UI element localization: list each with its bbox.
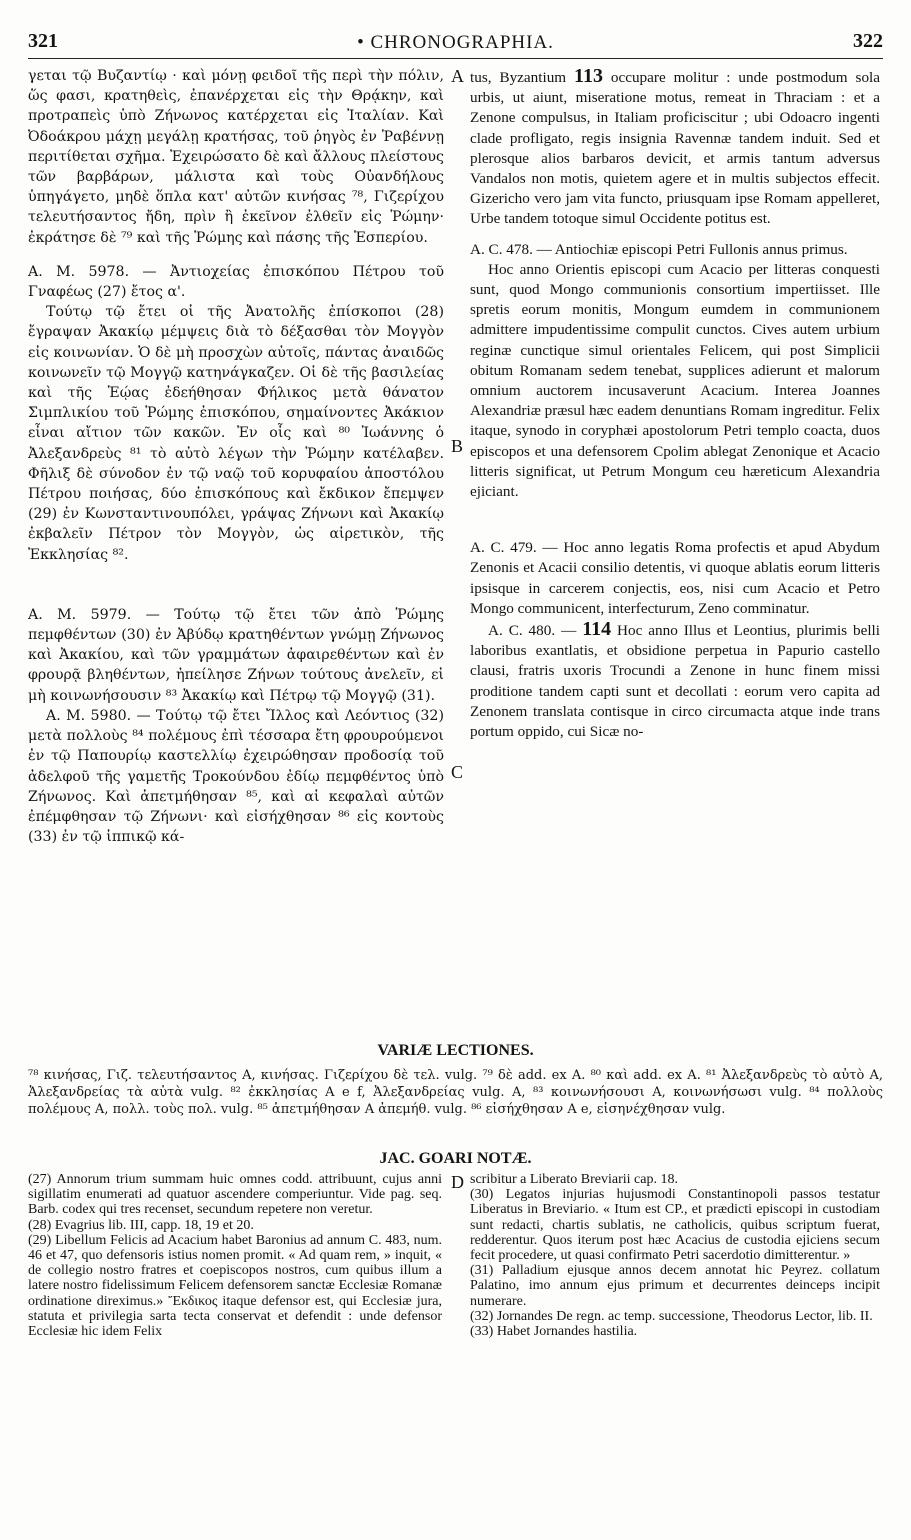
margin-mark-a: A [451,66,464,86]
greek-column [28,66,444,847]
footnote: scribitur a Liberato Breviarii cap. 18. [470,1172,678,1187]
page-number-left: 321 [28,30,58,52]
footnote: (32) Jornandes De regn. ac temp. successione, Theodorus Lector, lib. II. [470,1308,873,1324]
variae-lectiones-text: ⁷⁸ κινήσας, Γιζ. τελευτήσαντος A, κινήσας. Γιζερίχου δὲ τελ. vulg. ⁷⁹ δὲ add. ex A. ⁸⁰ καὶ add. ex A. ⁸¹ Ἀλεξανδρεὺς τὸ αὐτὸ A, Ἀλεξανδρείας τὰ αὐτὰ vulg. ⁸² ἐκκλησίας A e f, Ἀλεξανδρείας vulg. A, ⁸³ κοινωνήσουσι A, κοινωνήσωσι vulg. ⁸⁴ πολλοὺς πολέμους A, πολλ. τοὺς πολ. vulg. ⁸⁵ ἀπετμήθησαν A ἀπεμήθ. vulg. ⁸⁶ εἰσήχθησαν A e, εἰσηνέχθησαν vulg. [28,1068,883,1117]
notes-title: JAC. GOARI NOTÆ. [379,1150,532,1167]
latin-text: A. C. 480. — [488,622,577,640]
notes-left-column [28,1172,442,1339]
chapter-number: 113 [574,65,603,87]
greek-paragraph: A. M. 5980. — Τούτῳ τῷ ἔτει Ἴλλος καὶ Λεόντιος (32) μετὰ πολλοὺς ⁸⁴ πολέμους ἐπὶ τέσσαρα ἔτη φρουρούμενοι ἐν τῷ Παπουρίῳ καστελλίῳ ἐχειρώθησαν προδοσίᾳ τοῦ ἀδελφοῦ τῆς γαμετῆς Τροκούνδου ἐδίῳ πεμφθέντος ὑπὸ Ζήνωνος. Καὶ ἀπετμήθησαν ⁸⁵, καὶ αἱ κεφαλαὶ αὐτῶν ἐπέμφθησαν τῷ Ζήνωνι· καὶ εἰσήχθησαν ⁸⁶ εἰς κοντοὺς (33) ἐν τῷ ἱππικῷ κά- [28,707,444,846]
greek-paragraph: γεται τῷ Βυζαντίῳ · καὶ μόνῃ φειδοῖ τῆς περὶ τὴν πόλιν, ὥς φασι, κρατηθεὶς, ἐπανέρχεται εἰς τὴν Θρᾴκην, καὶ προτραπεὶς ὑπὸ Ζήνωνος κατέρχεται εἰς Ἰταλίαν. Καὶ Ὀδοάκρου μάχῃ μεγάλῃ κρατήσας, τοῦ ῥηγὸς ἐν Ῥαβέννῃ περιτίθεται σχῆμα. Ἐχειρώσατο δὲ καὶ ἄλλους πλείστους τῶν βαρβάρων, μάλιστα καὶ τοὺς Οὐανδήλους ὑπηγάγετο, μηδὲ ὅπλα κατ' αὐτῶν κινήσας ⁷⁸, Γιζερίχου τελευτήσαντος ἤδη, πρὶν ἢ ἐκεῖνον ἐλθεῖν εἰς Ῥώμην· ἐκράτησε δὲ ⁷⁹ καὶ τῆς Ῥώμης καὶ πάσης τῆς Ἑσπερίου. [28,68,444,246]
page-header [28,30,883,59]
margin-mark-c: C [451,762,464,782]
variae-lectiones-title: VARIÆ LECTIONES. [377,1042,534,1059]
footnote: (28) Evagrius lib. III, capp. 18, 19 et 20. [28,1217,254,1233]
footnote: (29) Libellum Felicis ad Acacium habet Baronius ad annum C. 483, num. 46 et 47, quo defensoris istius nomen promit. « Ad quam rem, » inquit, « de collegio nostro fratres et coepiscopos nostros, cum quibus illum a latere nostro fidelissimum Felicem defensorem sanctæ Ecclesiæ Romanæ ordinatione direximus.» Ἔκδικος itaque defensor est, qui Ecclesiæ jura, statuta et privilegia sarta tecta conservat et defendit : unde defensor Ecclesiæ hic idem Felix [28,1232,442,1340]
page-number-right: 322 [853,30,883,52]
running-title: • CHRONOGRAPHIA. [357,32,554,53]
footnote: (30) Legatos injurias hujusmodi Constantinopoli passos testatur Liberatus in Breviario. « Itum est CP., et prædicti episcopi in custodiam sunt redacti, chartis sublatis, ne catholicis, quibus scriptum fuerat, redderentur. Quos iterum post hæc Acacius de custodia ejiciens secum fecit procedere, ut quasi confirmato Petri sacerdotio dimitterentur. » [470,1187,880,1264]
latin-text: tus, Byzantium [470,69,567,86]
footnote: (31) Palladium ejusque annos decem annotat hic Peyrez. collatum Palatino, imo annum ejus primum et decurrentes deinceps incipit numerare. [470,1263,880,1309]
footnote: (27) Annorum trium summam huic omnes codd. attribuunt, cujus anni sigillatim enumerati ad quatuor ascendere comperiuntur. Vide pag. seq. Barb. codex qui tres recenset, secundum repetere non veretur. [28,1172,442,1218]
latin-section-heading: A. C. 478. — Antiochiæ episcopi Petri Fullonis annus primus. [470,240,848,258]
notes-right-column [470,1172,880,1339]
latin-paragraph: A. C. 479. — Hoc anno legatis Roma profectis et apud Abydum Zenonis et Acacii consilio detentis, vi quoque ablatis eorum litteris ipsisque in carcerem conjectis, eos, nisi cum Acacio et Petro Mongo communicent, interfecturum, Zeno comminatur. [470,539,880,617]
greek-section-heading: A. M. 5978. — Ἀντιοχείας ἐπισκόπου Πέτρου τοῦ Γναφέως (27) ἔτος α'. [28,263,444,301]
latin-paragraph [470,619,880,742]
margin-mark-b: B [451,436,464,456]
chapter-number: 114 [582,618,612,641]
latin-column [470,66,880,742]
greek-paragraph: Τούτῳ τῷ ἔτει οἱ τῆς Ἀνατολῆς ἐπίσκοποι (28) ἔγραψαν Ἀκακίῳ μέμψεις διὰ τὸ δέξασθαι τὸν Μογγὸν εἰς κοινωνίαν. Ὁ δὲ μὴ προσχὼν αὐτοῖς, πάντας ἀναιδῶς κοινωνεῖν τῷ Μογγῷ κατηνάγκαζεν. Οἱ δὲ τῆς βασιλείας καὶ τῆς Ἑῴας ἐδεήθησαν Φήλικος μετὰ θάνατον Σιμπλικίου τοῦ Ῥώμης ἐπισκόπου, σημαίνοντες Ἀκάκιον εἶναι αἴτιον τῶν κακῶν. Ἐν οἷς καὶ ⁸⁰ Ἰωάννης ὁ Ἀλεξανδρεὺς ⁸¹ τὸ αὐτὸ λέγων τὴν Ῥώμην κατέλαβεν. Φῆλιξ δὲ σύνοδον ἐν τῷ ναῷ τοῦ κορυφαίου ἀποστόλου Πέτρου ποιήσας, δύο ἐπισκόπους καὶ ἔκδικον ἔπεμψεν (29) ἐν Κωνσταντινουπόλει, γράψας Ζήνωνι καὶ Ἀκακίῳ ἐκβαλεῖν Πέτρον τὸν Μογγὸν, ὡς αἱρετικὸν, τῆς Ἐκκλησίας ⁸². [28,304,444,563]
latin-text: Hoc anno Illus et Leontius, plurimis belli laboribus exantlatis, et obsidione perpetua in Papurio castello clausi, fratris uxoris Trocundi a Zenone in hunc finem missi proditione tandem capti sunt et decollati : eorum vero capita ad Zenonem translata contisque in circo circumacta atque inde trans portum oppido, cui Sicæ no- [470,622,880,741]
footnote: (33) Habet Jornandes hastilia. [470,1324,638,1340]
latin-paragraph: Hoc anno Orientis episcopi cum Acacio per litteras conquesti sunt, quod Mongo communionis consortium impertiisset. Ille spretis eorum monitis, Mongum eumdem in communionem admittere impudentissime compulit cunctos. Cives autem urbium reginæ cunctique simul orientales Felicem, qui post Simplicii obitum Romanam sedem tenebat, supplices adierunt et malorum omnium auctorem incusaverunt Acacium. Interea Joannes Alexandriæ præsul hæc eadem denuntians Romam ingreditur. Felix itaque, synodo in coryphæi apostolorum Petri templo coacta, duos episcopos et una defensorem Cpolim ablegat Zenonique et Acacio litteris significat, ut Petrum Mongum ceu hæreticum Alexandria ejiciant. [470,260,880,501]
greek-paragraph: A. M. 5979. — Τούτῳ τῷ ἔτει τῶν ἀπὸ Ῥώμης πεμφθέντων (30) ἐν Ἀβύδῳ κρατηθέντων γνώμῃ Ζήνωνος καὶ Ἀκακίου, καὶ τῶν γραμμάτων ἀφαιρεθέντων καὶ ἐν φρουρᾷ βληθέντων, ἠπείλησε Ζήνων τούτους ἀνελεῖν, εἰ μὴ κοινωνήσουσιν ⁸³ Ἀκακίῳ καὶ Πέτρῳ τῷ Μογγῷ (31). [28,606,444,704]
latin-text: occupare molitur : unde postmodum sola urbis, ut aiunt, miseratione motus, remeat in Thraciam : et a Zenone compulsus, in Italiam proficiscitur ; ubi Odoacro ingenti clade profligato, regis insignia Ravennæ tandem induit. Sed et plerosque alios barbaros devicit, et armis tantum adversus Vandalos non motis, quietem agere et in multis subjectos effecit. Gizericho vero jam vita functo, priusquam ipse Romam appelleret, Urbe tandem totoque simul Occidente potitus est. [470,69,881,228]
latin-paragraph [470,66,880,230]
margin-mark-d: D [451,1172,464,1192]
